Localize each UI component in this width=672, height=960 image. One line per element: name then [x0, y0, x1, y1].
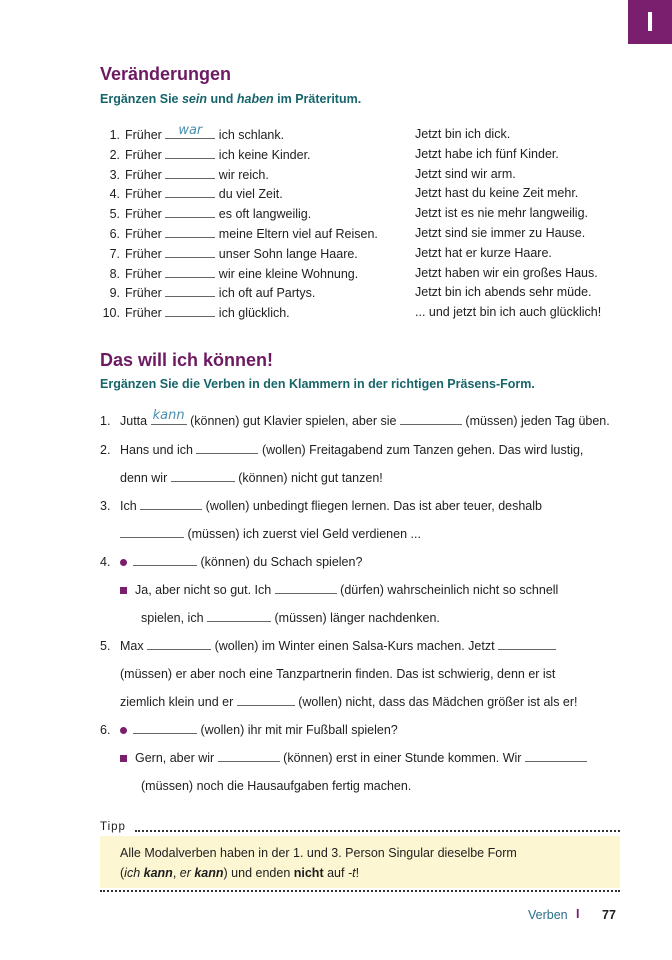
- exercise-row: [100, 205, 630, 221]
- exercise-row: [100, 284, 630, 300]
- row-number: 4.: [109, 187, 120, 202]
- row-contrast: Jetzt habe ich fünf Kinder.: [415, 146, 559, 161]
- answer-gap[interactable]: [165, 166, 215, 179]
- row-contrast: Jetzt sind wir arm.: [415, 166, 516, 181]
- answer-text: war: [178, 123, 203, 138]
- section2-title: Das will ich können!: [100, 350, 274, 370]
- answer-gap[interactable]: [165, 284, 215, 297]
- exercise-line: spielen, ich (müssen) länger nachdenken.: [141, 611, 440, 625]
- exercise-row: [100, 123, 630, 142]
- exercise-row: [100, 225, 630, 241]
- speaker-a-bullet-icon: [120, 727, 127, 734]
- exercise-row: [100, 166, 630, 182]
- answer-gap[interactable]: [165, 185, 215, 198]
- row-text: ich schlank.: [218, 128, 285, 142]
- answer-gap[interactable]: [165, 205, 215, 218]
- answer-gap[interactable]: [525, 749, 587, 762]
- tipp-line2: (ich kann, er kann) und enden nicht auf -t!: [120, 866, 360, 880]
- tipp-label: Tipp: [100, 821, 126, 833]
- row-text: ich glücklich.: [218, 306, 290, 321]
- answer-gap[interactable]: [147, 637, 211, 650]
- answer-gap[interactable]: [165, 245, 215, 258]
- answer-gap[interactable]: [165, 225, 215, 238]
- row-prefix: Früher: [125, 167, 162, 182]
- row-number: 1.: [109, 128, 120, 142]
- row-number: 8.: [109, 266, 120, 281]
- page-number: 77: [602, 908, 616, 922]
- row-prefix: Früher: [125, 286, 162, 301]
- row-number: 3.: [109, 167, 120, 182]
- exercise-row: [100, 304, 630, 320]
- tipp-top-divider: [135, 830, 620, 832]
- section2-instruction: Ergänzen Sie die Verben in den Klammern in der richtigen Präsens-Form.: [100, 377, 535, 391]
- row-prefix: Früher: [125, 227, 162, 241]
- exercise-line: 2. Hans und ich (wollen) Freitagabend zum Tanzen gehen. Das wird lustig,: [100, 443, 584, 457]
- row-prefix: Früher: [125, 187, 162, 202]
- row-contrast: ... und jetzt bin ich auch glücklich!: [415, 305, 602, 320]
- speaker-b-bullet-icon: [120, 755, 127, 762]
- exercise-line: 3. Ich (wollen) unbedingt fliegen lernen. Das ist aber teuer, deshalb: [100, 499, 542, 513]
- row-text: du viel Zeit.: [218, 187, 283, 202]
- answer-gap[interactable]: [151, 408, 187, 425]
- row-prefix: Früher: [125, 207, 162, 222]
- row-text: wir reich.: [218, 167, 269, 182]
- chapter-tab: I: [628, 0, 672, 44]
- answer-gap[interactable]: [165, 304, 215, 317]
- row-prefix: Früher: [125, 306, 162, 321]
- exercise-row: [100, 245, 630, 261]
- exercise-line: ziemlich klein und er (wollen) nicht, dass das Mädchen größer ist als er!: [120, 695, 578, 709]
- row-contrast: Jetzt bin ich dick.: [415, 127, 511, 141]
- exercise-line: 6. (wollen) ihr mit mir Fußball spielen?: [100, 723, 398, 737]
- speaker-b-bullet-icon: [120, 587, 127, 594]
- row-prefix: Früher: [125, 147, 162, 162]
- footer-separator: I: [576, 907, 580, 921]
- answer-gap[interactable]: [165, 146, 215, 159]
- answer-gap[interactable]: [120, 525, 184, 538]
- exercise-line: 1. Jutta kann (können) gut Klavier spielen, aber sie (müssen) jeden Tag üben.: [100, 408, 610, 428]
- answer-gap[interactable]: [165, 123, 215, 139]
- row-number: 7.: [109, 246, 120, 261]
- answer-gap[interactable]: [140, 497, 202, 510]
- exercise-row: [100, 146, 630, 162]
- row-contrast: Jetzt haben wir ein großes Haus.: [415, 265, 598, 280]
- row-contrast: Jetzt bin ich abends sehr müde.: [415, 285, 592, 300]
- exercise-line: Gern, aber wir (können) erst in einer Stunde kommen. Wir: [120, 749, 587, 767]
- answer-gap[interactable]: [196, 441, 258, 454]
- exercise-row: [100, 265, 630, 281]
- exercise-line: Ja, aber nicht so gut. Ich (dürfen) wahrscheinlich nicht so schnell: [120, 581, 558, 599]
- row-text: meine Eltern viel auf Reisen.: [218, 227, 378, 241]
- row-prefix: Früher: [125, 128, 162, 142]
- section1-title: Veränderungen: [100, 64, 232, 84]
- exercise-line: (müssen) ich zuerst viel Geld verdienen ...: [120, 525, 421, 543]
- row-number: 10.: [102, 306, 120, 321]
- row-text: ich oft auf Partys.: [218, 286, 316, 301]
- tipp-box: [100, 836, 620, 888]
- answer-gap[interactable]: [133, 553, 197, 566]
- row-number: 2.: [109, 147, 120, 162]
- row-text: unser Sohn lange Haare.: [218, 246, 358, 261]
- row-text: es oft langweilig.: [218, 207, 312, 222]
- row-contrast: Jetzt ist es nie mehr langweilig.: [415, 206, 588, 221]
- answer-gap[interactable]: [275, 581, 337, 594]
- footer-section: Verben: [528, 908, 568, 922]
- tipp-bottom-divider: [100, 890, 620, 892]
- answer-text: kann: [152, 408, 185, 423]
- answer-gap[interactable]: [218, 749, 280, 762]
- row-contrast: Jetzt hast du keine Zeit mehr.: [415, 186, 579, 201]
- row-number: 6.: [109, 227, 120, 241]
- speaker-a-bullet-icon: [120, 559, 127, 566]
- row-contrast: Jetzt hat er kurze Haare.: [415, 245, 552, 260]
- row-prefix: Früher: [125, 266, 162, 281]
- row-contrast: Jetzt sind sie immer zu Hause.: [415, 226, 586, 240]
- row-prefix: Früher: [125, 246, 162, 261]
- exercise-line: 4. (können) du Schach spielen?: [100, 555, 363, 569]
- row-text: ich keine Kinder.: [218, 147, 311, 162]
- row-number: 5.: [109, 207, 120, 222]
- section1-instruction: Ergänzen Sie sein und haben im Präteritum.: [100, 92, 362, 106]
- row-number: 9.: [109, 286, 120, 301]
- exercise-line: denn wir (können) nicht gut tanzen!: [120, 471, 383, 485]
- row-text: wir eine kleine Wohnung.: [218, 266, 359, 281]
- answer-gap[interactable]: [171, 469, 235, 482]
- tipp-line1: Alle Modalverben haben in der 1. und 3. Person Singular dieselbe Form: [120, 846, 517, 860]
- answer-gap[interactable]: [133, 721, 197, 734]
- answer-gap[interactable]: [498, 637, 556, 650]
- answer-gap[interactable]: [400, 412, 462, 425]
- exercise-line: 5. Max (wollen) im Winter einen Salsa-Kurs machen. Jetzt: [100, 637, 556, 655]
- exercise-row: [100, 185, 630, 201]
- answer-gap[interactable]: [165, 265, 215, 278]
- answer-gap[interactable]: [237, 693, 295, 706]
- answer-gap[interactable]: [207, 609, 271, 622]
- exercise-line: (müssen) er aber noch eine Tanzpartnerin finden. Das ist schwierig, denn er ist: [120, 667, 556, 681]
- exercise-line: (müssen) noch die Hausaufgaben fertig machen.: [141, 779, 412, 793]
